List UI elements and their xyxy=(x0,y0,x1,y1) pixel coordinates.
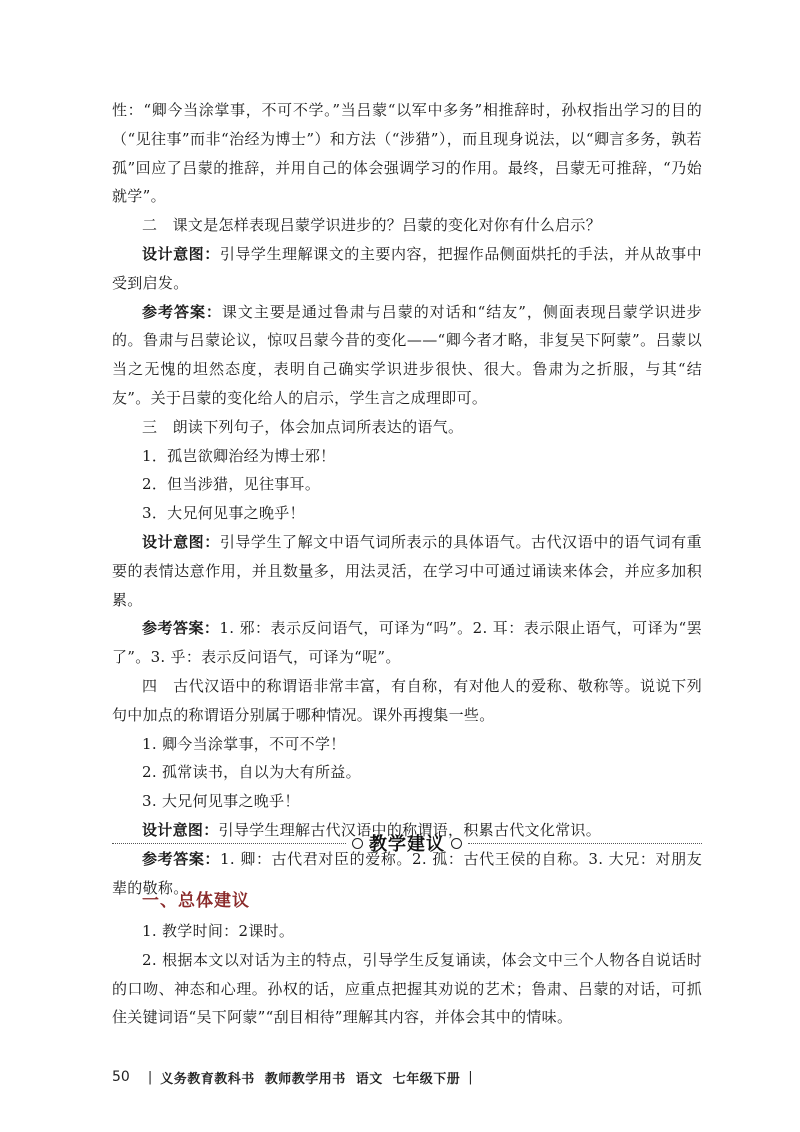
answer-3: 参考答案：1. 邪：表示反问语气，可译为“吗”。2. 耳：表示限止语气，可译为“罢了”。3. 乎：表示反问语气，可译为“呢”。 xyxy=(112,619,702,667)
sentence-3-1: 1．孤岂欲卿治经为博士邪！ xyxy=(142,446,336,465)
sentence-4-2: 2. 孤常读书，自以为大有所益。 xyxy=(142,763,361,782)
answer-2: 参考答案：课文主要是通过鲁肃与吕蒙的对话和“结友”，侧面表现吕蒙学识进步的。鲁肃与吕蒙论议，惊叹吕蒙今昔的变化——“卿今者才略，非复吴下阿蒙”。吕蒙以当之无愧的坦然态度，表明自己确实学识进步很快、很大。鲁肃为之折服，与其“结友”。关于吕蒙的变化给人的启示，学生言之成理即可。 xyxy=(112,302,702,407)
design-intent-4: 设计意图：引导学生理解古代汉语中的称谓语，积累古代文化常识。 xyxy=(142,820,602,839)
circle-ornament-icon xyxy=(451,838,462,849)
section-heading: 一、总体建议 xyxy=(142,891,250,911)
footer-separator: | xyxy=(468,1069,473,1085)
question-3: 三 朗读下列句子，体会加点词所表达的语气。 xyxy=(142,417,464,436)
sentence-4-3: 3. 大兄何见事之晚乎！ xyxy=(142,792,300,811)
divider-dots-left xyxy=(112,843,346,844)
answer-label: 参考答案： xyxy=(142,849,221,868)
grade: 七年级下册 xyxy=(392,1071,461,1087)
sentence-3-3: 3．大兄何见事之晚乎！ xyxy=(142,504,305,523)
circle-ornament-icon xyxy=(352,838,363,849)
question-4: 四 古代汉语中的称谓语非常丰富，有自称，有对他人的爱称、敬称等。说说下列句中加点的称谓语分别属于哪种情况。课外再搜集一些。 xyxy=(112,676,702,724)
design-label: 设计意图： xyxy=(142,820,219,839)
footer-separator: | xyxy=(147,1069,153,1085)
suggestion-item-2: 2. 根据本文以对话为主的特点，引导学生反复诵读，体会文中三个人物各自说话时的口吻、神态和心理。孙权的话，应重点把握其劝说的艺术；鲁肃、吕蒙的对话，可抓住关键词语“吴下阿蒙”“刮目相待”理解其内容，并体会其中的情味。 xyxy=(112,950,702,1027)
sentence-3-2: 2．但当涉猎，见往事耳。 xyxy=(142,475,321,494)
divider-title: 教学建议 xyxy=(369,834,445,855)
answer-4: 参考答案：1. 卿：古代君对臣的爱称。2. 孤：古代王侯的自称。3. 大兄：对朋友辈的敬称。 xyxy=(112,849,702,897)
section-divider xyxy=(112,828,702,858)
teaching-suggestions xyxy=(112,886,702,1032)
answer-label: 参考答案： xyxy=(142,302,222,321)
page-number: 50 xyxy=(112,1069,130,1085)
question-2: 二 课文是怎样表现吕蒙学识进步的？吕蒙的变化对你有什么启示？ xyxy=(142,216,602,235)
book-subtitle: 教师教学用书 xyxy=(264,1071,346,1087)
design-intent-2: 设计意图：引导学生理解课文的主要内容，把握作品侧面烘托的手法，并从故事中受到启发。 xyxy=(112,244,702,292)
main-text xyxy=(112,96,702,902)
page-footer xyxy=(112,1066,481,1088)
design-label: 设计意图： xyxy=(142,532,220,551)
answer-label: 参考答案： xyxy=(142,619,220,638)
book-title: 义务教育教科书 xyxy=(160,1071,255,1087)
suggestion-item-1: 1. 教学时间：2课时。 xyxy=(142,922,295,940)
paragraph-sunquan: 性：“卿今当涂掌事，不可不学。”当吕蒙“以军中多务”相推辞时，孙权指出学习的目的（“见往事”而非“治经为博士”）和方法（“涉猎”），而且现身说法，以“卿言多务，孰若孤”回应了吕蒙的推辞，并用自己的体会强调学习的作用。最终，吕蒙无可推辞，“乃始就学”。 xyxy=(112,101,702,206)
design-intent-3: 设计意图：引导学生了解文中语气词所表示的具体语气。古代汉语中的语气词有重要的表情达意作用，并且数量多，用法灵活，在学习中可通过诵读来体会，并应多加积累。 xyxy=(112,532,702,609)
divider-dots-right xyxy=(468,843,702,844)
subject: 语文 xyxy=(355,1071,383,1087)
design-label: 设计意图： xyxy=(142,244,220,263)
sentence-4-1: 1. 卿今当涂掌事，不可不学！ xyxy=(142,734,346,753)
